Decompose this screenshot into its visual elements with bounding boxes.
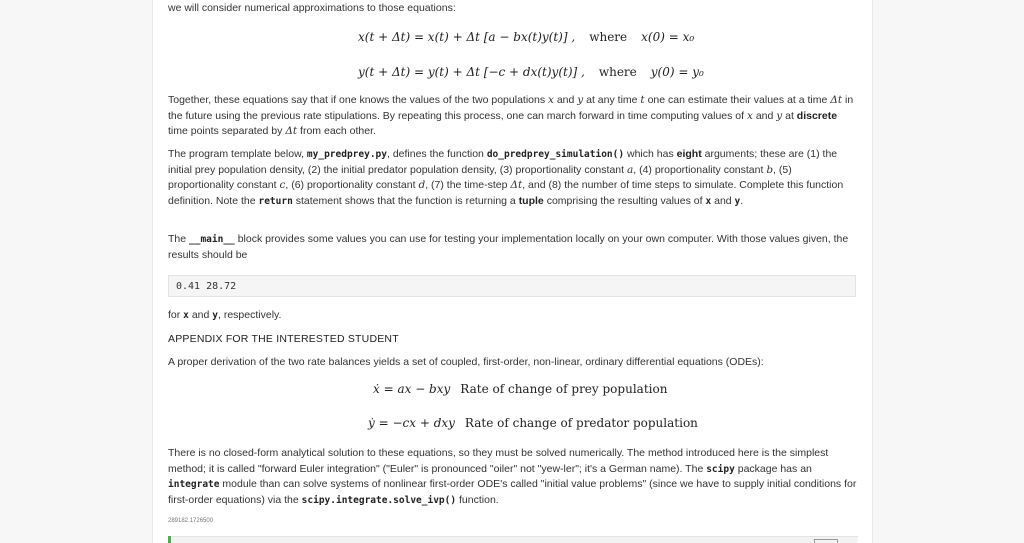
main-code: __main__ [189,234,235,245]
footer-id: 289182.1726500 [168,518,214,524]
equation-x-update [358,30,694,46]
ode-prey-expression: ẋ = ax − bxy [373,382,451,396]
ode-predator-expression: ẏ = −cx + dxy [368,416,455,430]
scipy-code: scipy [706,463,735,475]
paragraph-template: The program template below, my_predprey.py, defines the function do_predprey_simulation() which has eight arguments; these are (1) the initial prey population density, (2) the initial predator population density, (3) proportionality constant a, (4) proportionality constant b, (5) proportionality constant c, (6) proportionality constant d, (7) the time-step Δt, and (8) the number of time steps to simulate. Complete this function definition. Note the return statement shows that the function is returning a tuple comprising the resulting values of x and y. [168,148,844,207]
equation-y-lhs: y(t + Δt) = y(t) + Δt [−c + dx(t)y(t)] , [358,65,585,79]
equation-x-lhs: x(t + Δt) = x(t) + Δt [a − bx(t)y(t)] , [358,30,576,44]
next-cell-bar[interactable] [168,536,858,543]
equation-x-condition: x(0) = x₀ [641,30,695,44]
equation-y-where: where [598,65,637,79]
filename-code: my_predprey.py [306,149,387,160]
equation-x-where: where [589,30,628,44]
equation-y-update [358,65,704,81]
paragraph-numerical: There is no closed-form analytical solution to these equations, so they must be solved numerically. The method introduced here is the simplest method; it is called "forward Euler integration" ("Euler" is pronounced "oiler" not "yew-ler"; it's a German name). The scipy package has an integrate module than can solve systems of nonlinear first-order ODE's called "initial value problems" (since we have to supply initial conditions for first-order equations) via the scipy.integrate.solve_ivp() function. [168,447,857,506]
paragraph-respectively: for x and y, respectively. [168,309,282,321]
cell-toggle-box[interactable] [814,539,838,543]
solve-ivp-code: scipy.integrate.solve_ivp() [301,494,457,506]
equation-y-condition: y(0) = y₀ [650,65,704,79]
paragraph-main-block: The __main__ block provides some values you can use for testing your implementation locally on your own computer. With those values given, the results should be [168,233,849,261]
paragraph-derivation: A proper derivation of the two rate balances yields a set of coupled, first-order, non-linear, ordinary differential equations (ODEs): [168,356,764,368]
return-code: return [258,195,293,207]
integrate-code: integrate [168,479,220,490]
ode-predator-label: Rate of change of predator population [464,416,698,430]
ode-prey-label: Rate of change of prey population [460,382,668,396]
paragraph-together: Together, these equations say that if one knows the values of the two populations x and y at any time t one can estimate their values at a time Δt in the future using the previous rate stipulations. By repeating this process, one can march forward in time computing values of x and y at discrete time points separated by Δt from each other. [168,94,854,137]
output-code-block: 0.41 28.72 [168,275,856,297]
intro-line: we will consider numerical approximations to those equations: [168,2,456,14]
function-code: do_predprey_simulation() [486,149,625,160]
ode-prey [373,382,667,398]
document-page [152,0,873,543]
appendix-heading: APPENDIX FOR THE INTERESTED STUDENT [168,333,399,345]
ode-predator [368,416,698,432]
cell-accent-marker [168,536,171,543]
